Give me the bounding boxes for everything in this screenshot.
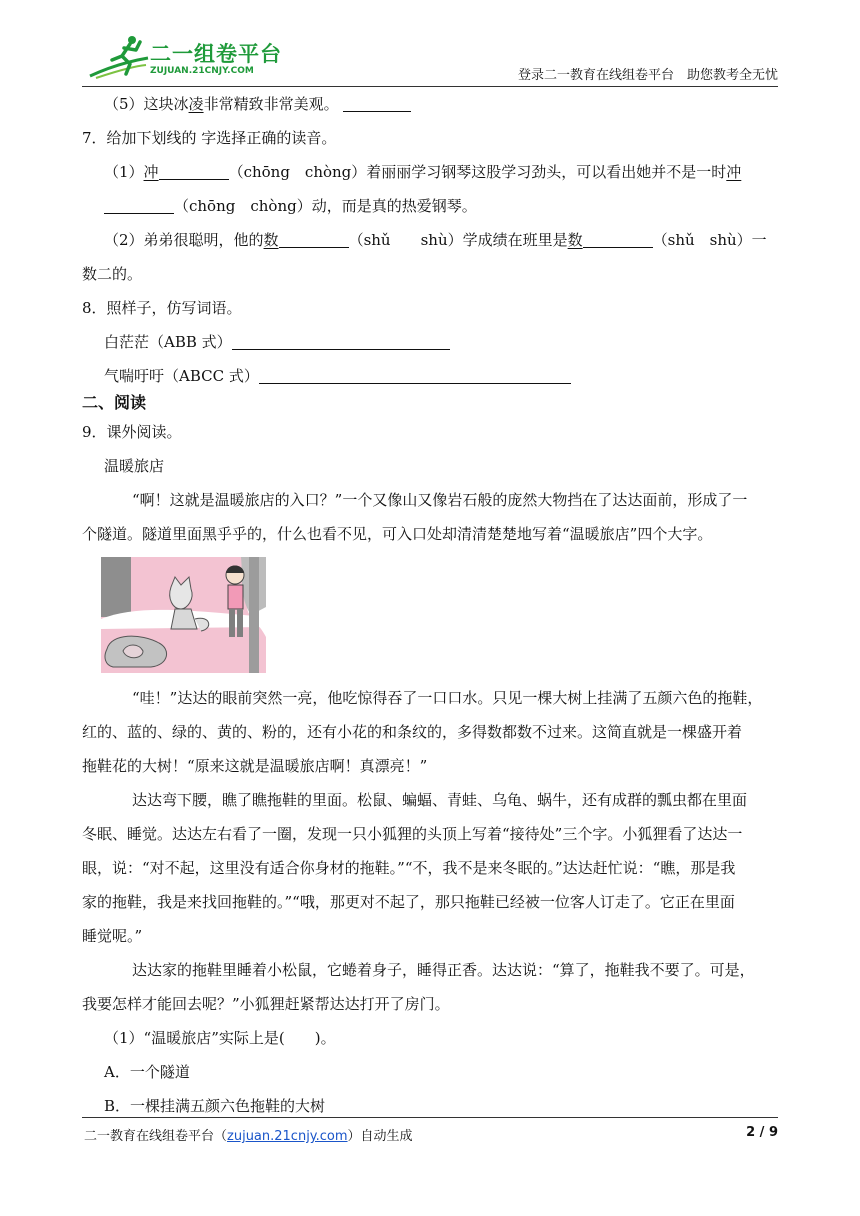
q9-sub1: （1）“温暖旅店”实际上是( )。: [104, 1029, 336, 1047]
paragraph-line: 家的拖鞋，我是来找回拖鞋的。”“哦，那更对不起了，那只拖鞋已经被一位客人订走了。它正在里面: [82, 893, 735, 911]
header-slogan: 登录二一教育在线组卷平台 助您教考全无忧: [517, 68, 778, 83]
section-title: 二、阅读: [82, 393, 147, 412]
q7-part2-line2: 数二的。: [82, 265, 143, 283]
paragraph-line: 我要怎样才能回去呢？”小狐狸赶紧帮达达打开了房门。: [82, 995, 450, 1013]
story-illustration: [101, 557, 266, 673]
footer-source: 二一教育在线组卷平台（zujuan.21cnjy.com）自动生成: [84, 1129, 413, 1144]
logo-title: 二一组卷平台: [150, 42, 282, 66]
q9-title: 9．课外阅读。: [82, 423, 182, 441]
logo-subtitle: ZUJUAN.21CNJY.COM: [150, 66, 254, 76]
footer-link[interactable]: zujuan.21cnjy.com: [227, 1129, 348, 1144]
paragraph-line: 个隧道。隧道里面黑乎乎的，什么也看不见，可入口处却清清楚楚地写着“温暖旅店”四个大字。: [82, 525, 713, 543]
q8-title: 8．照样子，仿写词语。: [82, 299, 242, 317]
answer-blank[interactable]: [259, 367, 571, 384]
q7-part1-line1: （1）冲 （chōng chòng）着丽丽学习钢琴这股学习劲头，可以看出她并不是一时冲: [104, 163, 742, 181]
q7-title: 7．给加下划线的 字选择正确的读音。: [82, 129, 337, 147]
answer-blank[interactable]: [104, 197, 174, 214]
q7-part1-line2: （chōng chòng）动，而是真的热爱钢琴。: [104, 196, 477, 216]
q8-row1: 白茫茫（ABB 式）: [104, 332, 450, 352]
q7-part2-line1: （2）弟弟很聪明，他的数 （shǔ shù）学成绩在班里是数 （shǔ shù）一: [104, 231, 767, 249]
paragraph-line: 拖鞋花的大树！“原来这就是温暖旅店啊！真漂亮！”: [82, 757, 428, 775]
answer-blank[interactable]: [583, 231, 653, 248]
footer-divider: [82, 1117, 778, 1118]
paragraph-line: “哇！”达达的眼前突然一亮，他吃惊得吞了一口口水。只见一棵大树上挂满了五颜六色的拖鞋，: [132, 689, 763, 707]
answer-blank[interactable]: [279, 231, 349, 248]
page-number: 2 / 9: [746, 1125, 778, 1140]
paragraph-line: 眼，说：“对不起，这里没有适合你身材的拖鞋。”“不，我不是来冬眠的。”达达赶忙说：“瞧，那是我: [82, 859, 736, 877]
underlined-char: 凌: [188, 95, 204, 113]
answer-blank[interactable]: [232, 333, 450, 350]
option-a[interactable]: A．一个隧道: [104, 1063, 190, 1081]
header-divider: [82, 86, 778, 87]
paragraph-line: 达达弯下腰，瞧了瞧拖鞋的里面。松鼠、蝙蝠、青蛙、乌龟、蜗牛，还有成群的瓢虫都在里面: [132, 791, 748, 809]
story-title: 温暖旅店: [104, 457, 165, 475]
q6-item5: （5）这块冰凌非常精致非常美观。: [104, 94, 411, 114]
answer-blank[interactable]: [343, 95, 411, 112]
paragraph-line: “啊！这就是温暖旅店的入口？”一个又像山又像岩石般的庞然大物挡在了达达面前，形成了一: [132, 491, 748, 509]
option-b[interactable]: B．一棵挂满五颜六色拖鞋的大树: [104, 1097, 326, 1115]
answer-blank[interactable]: [159, 163, 229, 180]
paragraph-line: 红的、蓝的、绿的、黄的、粉的，还有小花的和条纹的，多得数都数不过来。这简直就是一棵盛开着: [82, 723, 743, 741]
paragraph-line: 冬眠、睡觉。达达左右看了一圈，发现一只小狐狸的头顶上写着“接待处”三个字。小狐狸看了达达一: [82, 825, 743, 843]
paragraph-line: 达达家的拖鞋里睡着小松鼠，它蜷着身子，睡得正香。达达说：“算了，拖鞋我不要了。可是，: [132, 961, 755, 979]
paragraph-line: 睡觉呢。”: [82, 927, 143, 945]
q8-row2: 气喘吁吁（ABCC 式）: [104, 366, 571, 386]
